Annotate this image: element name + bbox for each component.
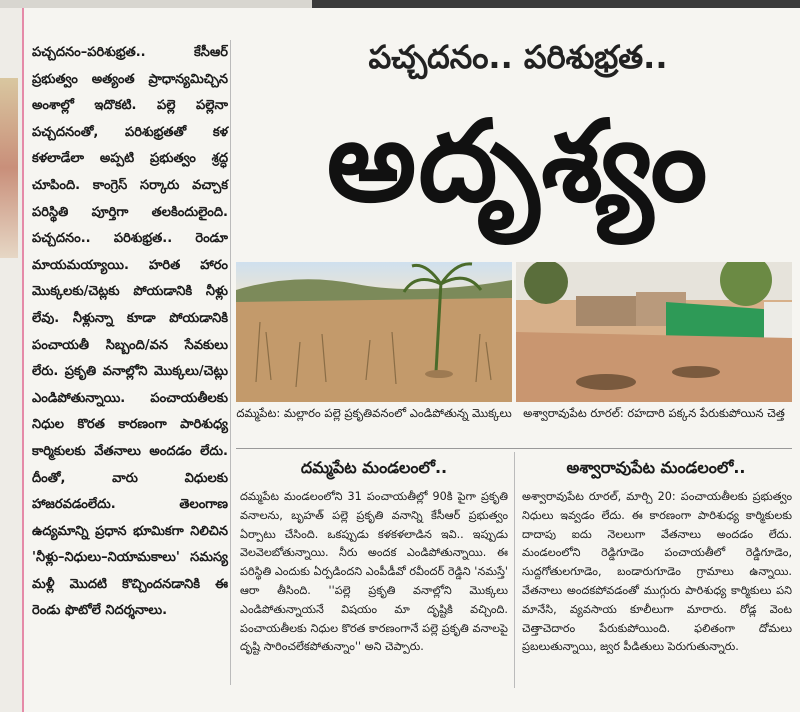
left-photo	[236, 262, 512, 402]
subheadline: పచ్చదనం.. పరిశుభ్రత..	[368, 38, 668, 76]
right-photo	[516, 262, 792, 402]
adjacent-column-strip	[0, 8, 24, 712]
side-column-text: పచ్చదనం–పరిశుభ్రత.. కేసీఆర్ ప్రభుత్వం అత్యంత ప్రాధాన్యమిచ్చిన అంశాల్లో ఇదొకటి. పల్లె పల్లెనా పచ్చదనంతో, పరిశుభ్రతతో కళ కళలాడేలా అప్పటి ప్రభుత్వం శ్రద్ధ చూపింది. కాంగ్రెస్ సర్కారు వచ్చాక పరిస్థితి పూర్తిగా తలకిందులైంది. పచ్చదనం.. పరిశుభ్రత.. రెండూ మాయమయ్యాయి. హరిత హారం మొక్కలకు/చెట్లకు పోయడానికి నీళ్లు లేవు. నీళ్లున్నా కూడా పోయడానికి పంచాయతీ సిబ్బంది/వన సేవకులు లేరు. ప్రకృతి వనాల్లోని మొక్కలు/చెట్లు ఎండిపోతున్నాయి. పంచాయతీలకు నిధుల కొరత కారణంగా పారిశుధ్య కార్మికులకు వేతనాలు అందడం లేదు. దీంతో, వారు విధులకు హాజరవడంలేదు. తెలంగాణ ఉద్యమాన్ని ప్రధాన భూమికగా నిలిచిన 'నీళ్లు–నిధులు–నియామకాలు' సమస్య మళ్లీ మొదటి కొచ్చిందనడానికి ఈ రెండు ఫొటోలే నిదర్శనాలు.	[32, 45, 228, 619]
adjacent-photo-fragment	[0, 78, 18, 258]
headline: అదృశ్యం	[326, 97, 710, 227]
right-story-body: అశ్వారావుపేట రూరల్, మార్చి 20: పంచాయతీలకు ప్రభుత్వం నిధులు ఇవ్వడం లేదు. ఈ కారణంగా పారిశుధ్య కార్మికులకు దాదాపు ఐదు నెలలుగా వేతనాలు అందడం లేదు. మండలంలోని రెడ్డిగూడెం పంచాయతీలో రెడ్డిగూడెం, సుద్దగోతులగూడెం, బండారుగూడెం గ్రామాలు ఉన్నాయి. వేతనాలు అందకపోవడంతో ముగ్గురు పారిశుధ్య కార్మికులు పని మానేసి, వ్యవసాయ కూలీలుగా మారారు. రోడ్ల వెంట చెత్తాచెదారం పేరుకుపోయింది. ఫలితంగా దోమలు ప్రబలుతున్నాయి, జ్వర పీడితులు పెరుగుతున్నారు.	[522, 490, 792, 654]
right-story-heading: అశ్వారావుపేట మండలంలో..	[566, 458, 746, 477]
side-column	[32, 40, 228, 625]
top-bar-dark-segment	[312, 0, 800, 8]
left-story-heading: దమ్మపేట మండలంలో..	[300, 458, 448, 477]
right-photo-caption: అశ్వారావుపేట రూరల్: రహదారి పక్కన పేరుకుపోయిన చెత్త	[523, 406, 785, 420]
dried-plants-photo	[236, 262, 512, 402]
story-divider	[514, 452, 515, 688]
top-bar	[0, 0, 800, 8]
column-divider	[230, 40, 231, 685]
left-photo-caption: దమ్మపేట: మల్లారం పల్లె ప్రకృతివనంలో ఎండిపోతున్న మొక్కలు	[236, 406, 512, 420]
caption-divider	[236, 448, 792, 449]
left-story-body: దమ్మపేట మండలంలోని 31 పంచాయతీల్లో 90కి పైగా ప్రకృతి వనాలను, బృహత్ పల్లె ప్రకృతి వనాన్ని కేసీఆర్ ప్రభుత్వం ఏర్పాటు చేసింది. ఒకప్పుడు కళకళలాడిన ఇవి.. ఇప్పుడు వెలవెలబోతున్నాయి. నీరు అందక ఎండిపోతున్నాయి. ఈ పరిస్థితి ఎందుకు ఏర్పడిందని ఎంపీడీవో రవీందర్ రెడ్డిని 'నమస్తే' ఆరా తీసింది. ''పల్లె ప్రకృతి వనాల్లోని మొక్కలు ఎండిపోతున్నాయనే విషయం మా దృష్టికి వచ్చింది. పంచాయతీలకు నిధుల కొరత కారణంగానే పల్లె ప్రకృతి వనాలపై దృష్టి సారించలేకపోతున్నాం'' అని చెప్పారు.	[240, 490, 508, 654]
roadside-garbage-photo	[516, 262, 792, 402]
